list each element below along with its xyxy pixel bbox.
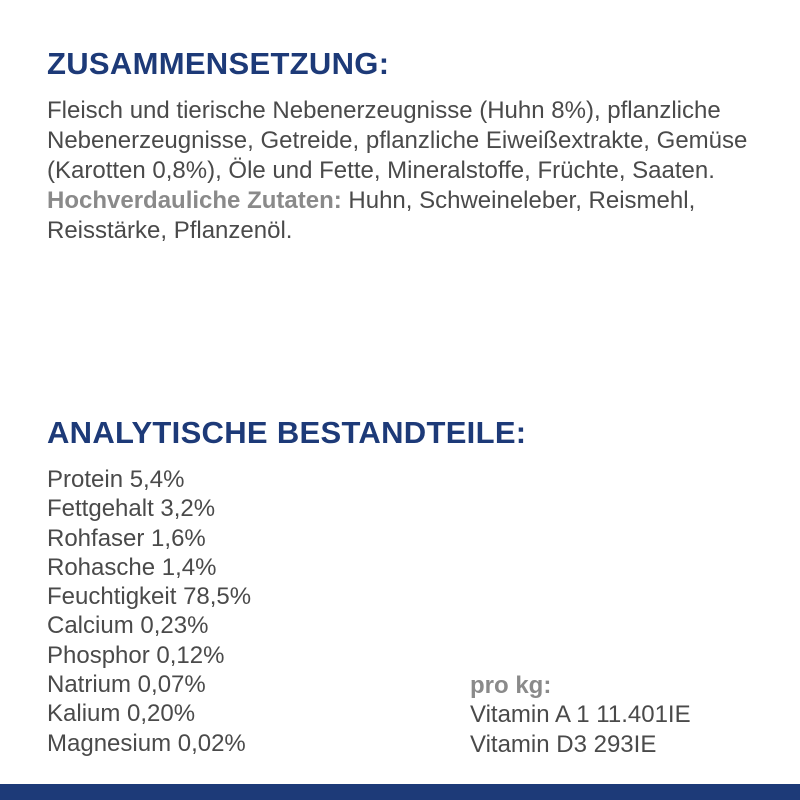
analytics-item-calcium: Calcium 0,23%: [47, 612, 209, 640]
per-kg-item-vitamin-d3: Vitamin D3 293IE: [470, 730, 657, 758]
analytics-item-protein: Protein 5,4%: [47, 466, 185, 493]
analytics-list: [47, 465, 251, 758]
digestible-ingredients: Huhn, Schweineleber, Reismehl, Reisstärke, Pflanzenöl.: [47, 187, 696, 244]
analytics-item-moisture: Feuchtigkeit 78,5%: [47, 583, 252, 611]
analytics-item-fat: Fettgehalt 3,2%: [47, 495, 216, 523]
analytics-item-ash: Rohasche 1,4%: [47, 553, 217, 581]
analytics-item-sodium: Natrium 0,07%: [47, 671, 206, 699]
per-kg-block: [470, 671, 691, 759]
per-kg-label: pro kg:: [470, 672, 552, 699]
analytics-item-potassium: Kalium 0,20%: [47, 700, 196, 728]
composition-ingredients: Fleisch und tierische Nebenerzeugnisse (Huhn 8%), pflanzliche Nebenerzeugnisse, Getreide, pflanzliche Eiweißextrakte, Gemüse (Karotten 0,8%), Öle und Fette, Mineralstoffe, Früchte, Saaten.: [47, 97, 748, 184]
digestible-label: Hochverdauliche Zutaten:: [47, 187, 342, 214]
composition-heading: ZUSAMMENSETZUNG:: [47, 46, 390, 81]
analytics-item-phosphorus: Phosphor 0,12%: [47, 641, 225, 669]
composition-text: [47, 96, 787, 246]
analytics-item-magnesium: Magnesium 0,02%: [47, 729, 246, 757]
bottom-accent-bar: [0, 784, 800, 800]
analytics-item-fiber: Rohfaser 1,6%: [47, 524, 206, 552]
analytics-heading: ANALYTISCHE BESTANDTEILE:: [47, 415, 527, 450]
per-kg-item-vitamin-a: Vitamin A 1 11.401IE: [470, 701, 691, 729]
